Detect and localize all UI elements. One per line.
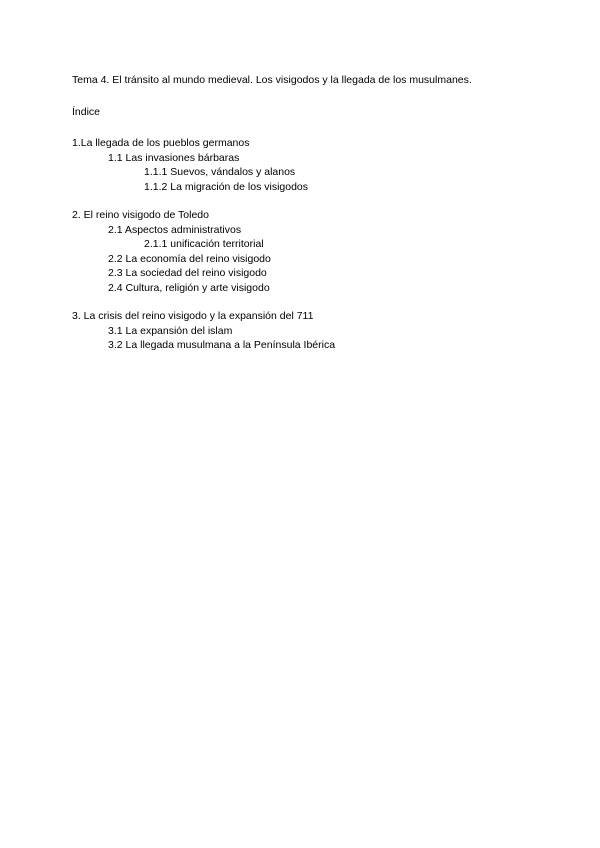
index-item: 2.4 Cultura, religión y arte visigodo — [108, 281, 270, 294]
index-item: 1.1.2 La migración de los visigodos — [144, 180, 309, 193]
index-heading: Índice — [72, 105, 101, 118]
index-section-2 — [72, 208, 572, 295]
index-item: 2.1.1 unificación territorial — [144, 238, 264, 250]
index-item: 1.1.1 Suevos, vándalos y alanos — [144, 166, 296, 178]
section-heading: 2. El reino visigodo de Toledo — [72, 209, 209, 221]
index-item: 1.1 Las invasiones bárbaras — [108, 151, 240, 164]
index-item: 3.2 La llegada musulmana a la Península Ibérica — [108, 339, 336, 351]
section-heading: 3. La crisis del reino visigodo y la expansión del 711 — [72, 310, 314, 322]
section-heading: 1.La llegada de los pueblos germanos — [72, 137, 250, 149]
index-item: 2.2 La economía del reino visigodo — [108, 252, 271, 265]
index-item: 3.1 La expansión del islam — [108, 324, 233, 337]
index-section-3 — [72, 309, 572, 353]
index-item: 2.1 Aspectos administrativos — [108, 223, 242, 236]
index-item: 2.3 La sociedad del reino visigodo — [108, 267, 267, 279]
document-page — [72, 73, 572, 367]
index-section-1 — [72, 136, 572, 194]
document-title: Tema 4. El tránsito al mundo medieval. Los visigodos y la llegada de los musulmanes. — [72, 74, 472, 86]
